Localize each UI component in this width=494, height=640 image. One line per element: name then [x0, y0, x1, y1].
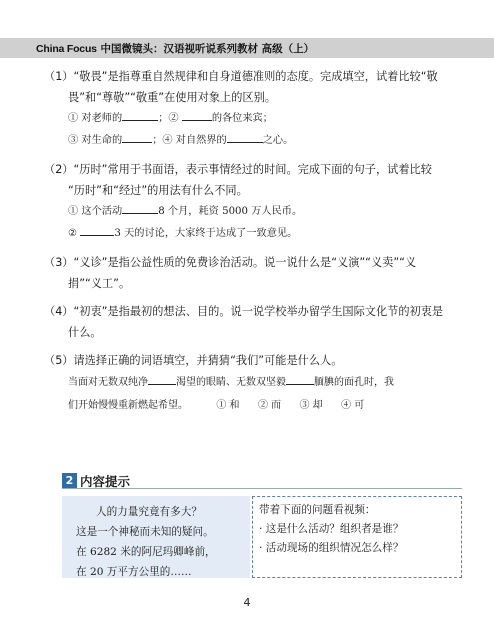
viewing-questions-title: 带着下面的问题看视频： [259, 504, 376, 516]
section-title: 内容提示 [80, 473, 131, 489]
question-2-example-b [44, 223, 464, 245]
question-5-line-1: （5）请选择正确的词语填空，并猜猜“我们”可能是什么人。 [44, 354, 343, 367]
option-1: ① 和 [216, 400, 240, 411]
viewing-question-item: · 活动现场的组织情况怎么样？ [259, 542, 404, 554]
header-book-title: 中国微镜头：汉语视听说系列教材 [100, 43, 258, 55]
example-text: 3 天的讨论，大家终于达成了一致意见。 [114, 228, 298, 239]
question-3 [44, 252, 464, 294]
intro-line: 在 20 万平方公里的…… [76, 566, 192, 578]
question-4-line-2: 什么。 [68, 326, 102, 339]
section-heading [62, 470, 462, 490]
question-1-example-b [44, 130, 464, 152]
example-text: ① 对老师的 [68, 113, 123, 124]
header-title [36, 41, 314, 56]
fill-blank [227, 130, 263, 143]
fill-blank [122, 108, 158, 121]
fill-blank [182, 108, 212, 121]
intro-line: 在 6282 米的阿尼玛卿峰前， [76, 546, 216, 558]
section-divider [62, 488, 462, 489]
viewing-questions-box [252, 496, 462, 578]
option-4: ④ 可 [341, 400, 365, 411]
example-text: ；④ 对自然界的 [152, 135, 227, 146]
question-4-line-1: （4）“初衷”是指最初的想法、目的。说一说学校举办留学生国际文化节的初衷是 [44, 305, 444, 318]
exercise-list [44, 66, 464, 424]
question-2-line-1: （2）“历时”常用于书面语，表示事情经过的时间。完成下面的句子，试着比较 [44, 163, 432, 176]
question-2-line-2: “历时”和“经过”的用法有什么不同。 [68, 184, 248, 197]
example-text: 当面对无数双纯净 [68, 377, 148, 388]
question-1 [44, 66, 464, 152]
question-4 [44, 301, 464, 343]
question-5 [44, 350, 464, 417]
question-2 [44, 159, 464, 245]
intro-text-box [62, 496, 250, 578]
question-1-line-1: （1）“敬畏”是指尊重自然规律和自身道德准则的态度。完成填空，试着比较“敬 [44, 70, 438, 83]
intro-line: 这是一个神秘而未知的疑问。 [76, 526, 214, 538]
running-header [0, 38, 494, 58]
fill-blank [122, 130, 152, 143]
header-brand: China Focus [36, 43, 97, 55]
intro-text [76, 502, 216, 582]
question-1-example-a [44, 108, 464, 130]
question-5-example-b [44, 394, 464, 417]
example-text: 8 个月，耗资 5000 万人民币。 [158, 206, 303, 217]
example-text: 腼腆的面孔时，我 [314, 377, 394, 388]
example-text: ③ 对生命的 [68, 135, 123, 146]
viewing-questions [259, 501, 403, 558]
fill-blank [122, 201, 158, 214]
example-text: 之心。 [262, 135, 294, 146]
question-3-line-2: 捐”“义工”。 [68, 277, 131, 290]
fill-blank [286, 372, 314, 385]
example-text: ；② [158, 113, 179, 124]
example-text: 渴望的眼睛、无数双坚毅 [176, 377, 286, 388]
viewing-question-item: · 这是什么活动？组织者是谁？ [259, 523, 404, 535]
option-2: ② 而 [257, 400, 282, 411]
fill-blank [80, 223, 114, 236]
header-level: 高级（上） [261, 43, 315, 55]
example-text: ② [68, 228, 78, 239]
fill-blank [148, 372, 176, 385]
question-2-example-a [44, 201, 464, 223]
question-1-line-2: 畏”和“尊敬”“敬重”在使用对象上的区别。 [68, 91, 276, 104]
example-text: 们开始慢慢重新燃起希望。 [68, 400, 188, 411]
example-text: ① 这个活动 [68, 206, 123, 217]
question-5-example-a [44, 371, 464, 394]
example-text: 的各位来宾； [211, 113, 273, 124]
page-number: 4 [243, 596, 251, 609]
option-3: ③ 却 [299, 400, 323, 411]
intro-line: 人的力量究竟有多大？ [96, 506, 202, 518]
question-3-line-1: （3）“义诊”是指公益性质的免费诊治活动。说一说什么是“义演”“义卖”“义 [44, 256, 417, 269]
section-number-badge: 2 [62, 473, 77, 489]
